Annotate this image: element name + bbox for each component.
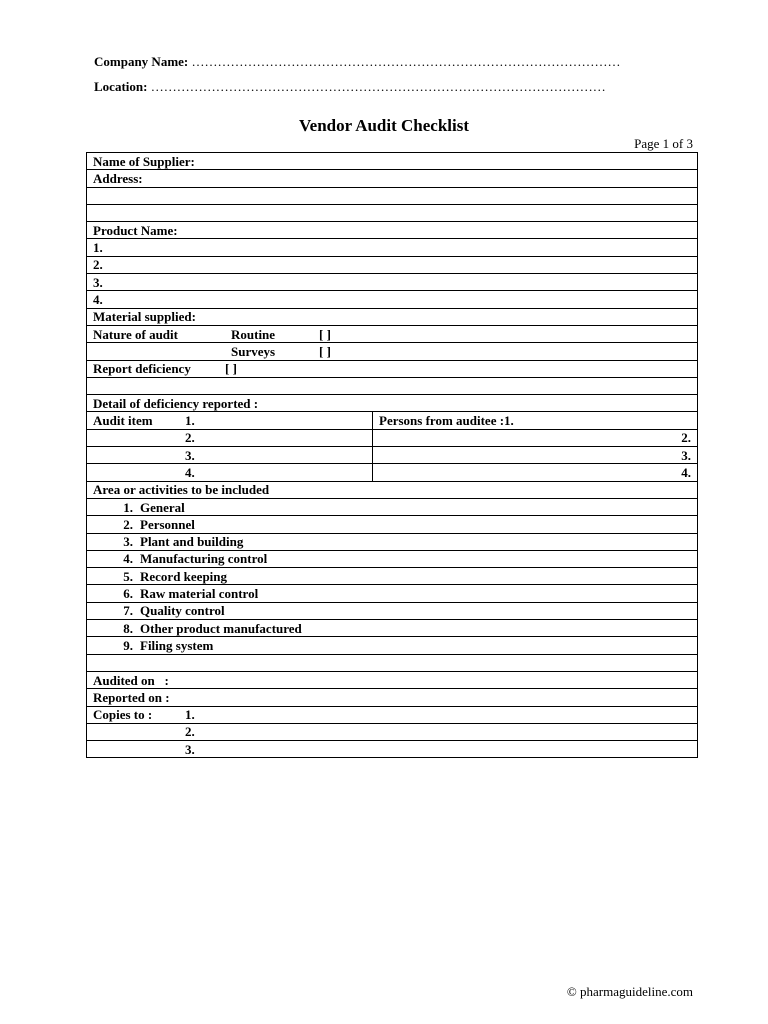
deficiency-cell[interactable]: [87, 395, 698, 412]
area-cell[interactable]: [87, 550, 698, 567]
copies-number: 3.: [185, 741, 195, 757]
material-cell[interactable]: [87, 308, 698, 325]
area-label: Manufacturing control: [140, 551, 268, 567]
product-item-row: [87, 274, 698, 291]
nature-row-surveys: [87, 343, 698, 360]
product-item-row: [87, 256, 698, 273]
area-row: [87, 585, 698, 602]
option-surveys-label: Surveys: [231, 343, 276, 359]
blank-cell[interactable]: [87, 654, 698, 671]
checkbox-surveys[interactable]: [ ]: [319, 343, 331, 359]
nature-cell-routine: [87, 325, 698, 342]
persons-number: 1.: [504, 413, 514, 429]
area-row: [87, 533, 698, 550]
audited-on-label: Audited on :: [93, 672, 169, 688]
area-cell[interactable]: [87, 568, 698, 585]
area-heading-cell: [87, 481, 698, 498]
persons-cell[interactable]: [373, 464, 698, 481]
product-item-number: 4.: [93, 292, 103, 308]
audited-on-cell[interactable]: [87, 671, 698, 688]
area-cell[interactable]: [87, 637, 698, 654]
copies-number: 1.: [185, 707, 195, 723]
audit-item-cell[interactable]: [87, 412, 373, 429]
area-cell[interactable]: [87, 585, 698, 602]
address-blank-cell[interactable]: [87, 204, 698, 221]
area-cell[interactable]: [87, 516, 698, 533]
option-report-deficiency-label: Report deficiency: [93, 361, 191, 377]
footer-copyright: © pharmaguideline.com: [566, 984, 693, 999]
document-title: Vendor Audit Checklist: [298, 116, 470, 135]
persons-cell[interactable]: [373, 412, 698, 429]
location-fill-dots[interactable]: ……………………………………………………………………………………………: [150, 79, 606, 94]
area-row: [87, 620, 698, 637]
address-blank-cell[interactable]: [87, 187, 698, 204]
supplier-label: Name of Supplier:: [93, 153, 195, 169]
audit-item-cell[interactable]: [87, 447, 373, 464]
area-label: Raw material control: [140, 586, 259, 602]
area-label: General: [140, 499, 185, 515]
area-number: 5.: [123, 568, 133, 584]
copies-cell[interactable]: [87, 723, 698, 740]
area-number: 6.: [123, 586, 133, 602]
product-item-cell[interactable]: [87, 239, 698, 256]
blank-row: [87, 377, 698, 394]
area-label: Quality control: [140, 603, 225, 619]
address-row: [87, 170, 698, 187]
deficiency-row: [87, 395, 698, 412]
company-name-line: [94, 54, 694, 70]
reported-on-cell[interactable]: [87, 689, 698, 706]
nature-cell-surveys: [87, 343, 698, 360]
area-number: 9.: [123, 637, 133, 653]
audit-item-number: 4.: [185, 464, 195, 480]
area-row: [87, 498, 698, 515]
area-number: 3.: [123, 534, 133, 550]
company-name-label: Company Name:: [94, 54, 189, 69]
deficiency-label: Detail of deficiency reported :: [93, 395, 259, 411]
area-number: 7.: [123, 603, 133, 619]
product-item-cell[interactable]: [87, 291, 698, 308]
audit-item-cell[interactable]: [87, 429, 373, 446]
address-label: Address:: [93, 170, 143, 186]
area-label: Plant and building: [140, 534, 244, 550]
material-label: Material supplied:: [93, 309, 196, 325]
persons-number: 3.: [681, 447, 691, 463]
area-row: [87, 602, 698, 619]
audit-item-number: 1.: [185, 413, 195, 429]
persons-cell[interactable]: [373, 429, 698, 446]
copies-number: 2.: [185, 724, 195, 740]
nature-row-report: [87, 360, 698, 377]
blank-cell[interactable]: [87, 377, 698, 394]
page-number: Page 1 of 3: [634, 136, 693, 151]
area-label: Personnel: [140, 516, 195, 532]
address-blank-row: [87, 187, 698, 204]
vendor-audit-form: [86, 152, 698, 758]
copies-cell[interactable]: [87, 706, 698, 723]
audit-item-number: 2.: [185, 430, 195, 446]
audit-item-number: 3.: [185, 447, 195, 463]
product-row: [87, 222, 698, 239]
area-label: Filing system: [140, 637, 214, 653]
persons-number: 4.: [681, 464, 691, 480]
product-item-row: [87, 291, 698, 308]
material-row: [87, 308, 698, 325]
checkbox-report-deficiency[interactable]: [ ]: [225, 361, 237, 377]
option-routine-label: Routine: [231, 326, 276, 342]
area-row: [87, 550, 698, 567]
area-label: Other product manufactured: [140, 620, 302, 636]
area-row: [87, 568, 698, 585]
supplier-cell[interactable]: [87, 153, 698, 170]
area-heading-label: Area or activities to be included: [93, 482, 270, 498]
product-item-cell[interactable]: [87, 274, 698, 291]
nature-cell-report: [87, 360, 698, 377]
product-item-number: 1.: [93, 240, 103, 256]
area-label: Record keeping: [140, 568, 228, 584]
product-item-number: 2.: [93, 257, 103, 273]
location-label: Location:: [94, 79, 148, 94]
product-label: Product Name:: [93, 222, 178, 238]
audit-item-label: Audit item: [93, 413, 153, 429]
supplier-row: [87, 153, 698, 170]
reported-on-label: Reported on :: [93, 689, 170, 705]
area-number: 2.: [123, 516, 133, 532]
address-blank-row: [87, 204, 698, 221]
persons-label: Persons from auditee :: [379, 413, 505, 429]
audit-item-cell[interactable]: [87, 464, 373, 481]
persons-cell[interactable]: [373, 447, 698, 464]
area-row: [87, 516, 698, 533]
checkbox-routine[interactable]: [ ]: [319, 326, 331, 342]
product-item-cell[interactable]: [87, 256, 698, 273]
location-line: [94, 79, 694, 95]
audit-item-row: [87, 429, 698, 446]
area-number: 1.: [123, 499, 133, 515]
audit-item-row: [87, 412, 698, 429]
copies-row: [87, 741, 698, 758]
audit-item-row: [87, 447, 698, 464]
area-cell[interactable]: [87, 498, 698, 515]
copies-label: Copies to :: [93, 707, 153, 723]
audited-on-row: [87, 671, 698, 688]
copies-row: [87, 723, 698, 740]
persons-number: 2.: [681, 430, 691, 446]
address-cell[interactable]: [87, 170, 698, 187]
copies-row: [87, 706, 698, 723]
product-cell[interactable]: [87, 222, 698, 239]
nature-of-audit-label: Nature of audit: [93, 326, 178, 342]
area-row: [87, 637, 698, 654]
nature-row-routine: [87, 325, 698, 342]
area-cell[interactable]: [87, 533, 698, 550]
area-heading-row: [87, 481, 698, 498]
blank-row: [87, 654, 698, 671]
product-item-number: 3.: [93, 274, 103, 290]
area-cell[interactable]: [87, 620, 698, 637]
area-number: 4.: [123, 551, 133, 567]
area-number: 8.: [123, 620, 133, 636]
reported-on-row: [87, 689, 698, 706]
audit-item-row: [87, 464, 698, 481]
company-name-fill-dots[interactable]: ………………………………………………………………………………………: [191, 54, 621, 69]
area-cell[interactable]: [87, 602, 698, 619]
product-item-row: [87, 239, 698, 256]
copies-cell[interactable]: [87, 741, 698, 758]
